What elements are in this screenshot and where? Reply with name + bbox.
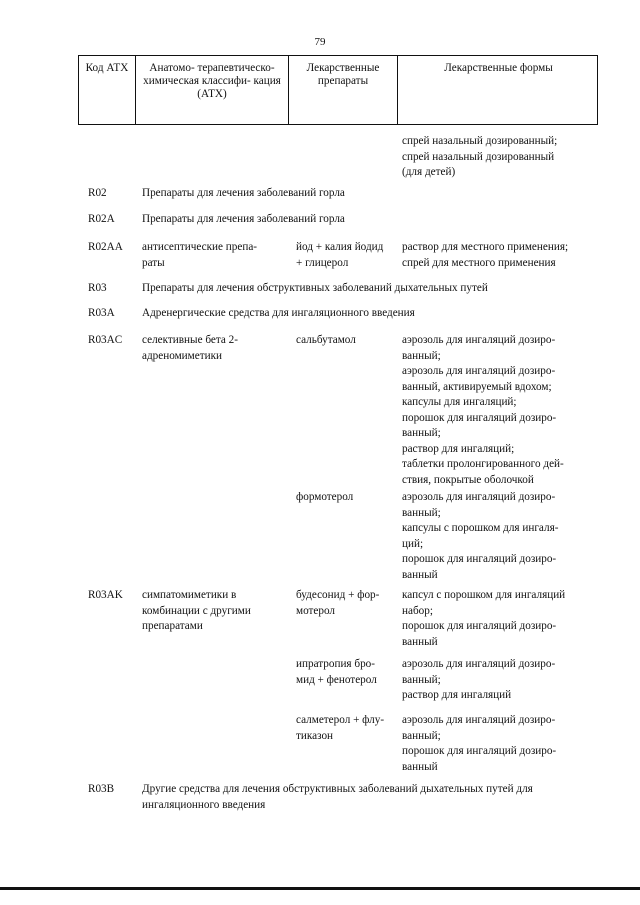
forms-salbutamol: аэрозоль для ингаляций дозиро- ванный; аэрозоль для ингаляций дозиро- ванный, активируемый вдохом; капсулы для ингаляций; порошок для ингаляций дозиро- ванный; раствор для ингаляций; таблетки пролонгированного дей- ствия, покрытые оболочкой [402, 334, 564, 486]
code-r02: R02 [88, 187, 107, 199]
header-atc: Анатомо- терапевтическо- химическая классифи- кация (АТХ) [136, 56, 289, 124]
name-r02: Препараты для лечения заболеваний горла [142, 187, 345, 199]
forms-formoterol: аэрозоль для ингаляций дозиро- ванный; капсулы с порошком для ингаля- ций; порошок для ингаляций дозиро- ванный [402, 491, 559, 581]
forms-r02aa: раствор для местного применения; спрей для местного применения [402, 241, 569, 269]
name-r02a: Препараты для лечения заболеваний горла [142, 213, 345, 225]
code-r03a: R03A [88, 307, 115, 319]
name-r03: Препараты для лечения обструктивных заболеваний дыхательных путей [142, 282, 488, 294]
forms-ipratropium: аэрозоль для ингаляций дозиро- ванный; раствор для ингаляций [402, 658, 556, 701]
code-r02aa: R02AA [88, 241, 123, 253]
page-number: 79 [314, 36, 326, 48]
forms-budesonide: капсул с порошком для ингаляций набор; порошок для ингаляций дозиро- ванный [402, 589, 566, 648]
drug-formoterol: формотерол [296, 491, 354, 503]
code-r03: R03 [88, 282, 107, 294]
header-forms: Лекарственные формы [444, 62, 553, 74]
drug-salbutamol: сальбутамол [296, 334, 356, 346]
drug-salmeterol: салметерол + флу- тиказон [296, 714, 385, 742]
code-r03ac: R03AC [88, 334, 123, 346]
name-r03a: Адренергические средства для ингаляционного введения [142, 307, 415, 319]
bottom-rule [0, 887, 640, 890]
code-r03ak: R03AK [88, 589, 123, 601]
cont-forms: спрей назальный дозированный; спрей назальный дозированный (для детей) [402, 135, 558, 178]
table-header [78, 55, 598, 125]
drug-r02aa: йод + калия йодид + глицерол [296, 241, 384, 269]
name-r03ak: симпатомиметики в комбинации с другими препаратами [142, 589, 251, 632]
header-drugs: Лекарственные препараты [289, 56, 398, 124]
code-r03b: R03B [88, 783, 115, 795]
drug-budesonide: будесонид + фор- мотерол [296, 589, 380, 617]
code-r02a: R02A [88, 213, 115, 225]
header-code: Код АТХ [79, 56, 136, 124]
name-r03ac: селективные бета 2- адреномиметики [142, 334, 238, 362]
forms-salmeterol: аэрозоль для ингаляций дозиро- ванный; порошок для ингаляций дозиро- ванный [402, 714, 557, 773]
name-r02aa: антисептические препа- раты [142, 241, 258, 269]
drug-ipratropium: ипратропия бро- мид + фенотерол [296, 658, 377, 686]
name-r03b: Другие средства для лечения обструктивных заболеваний дыхательных путей для ингаляционного введения [142, 783, 533, 811]
